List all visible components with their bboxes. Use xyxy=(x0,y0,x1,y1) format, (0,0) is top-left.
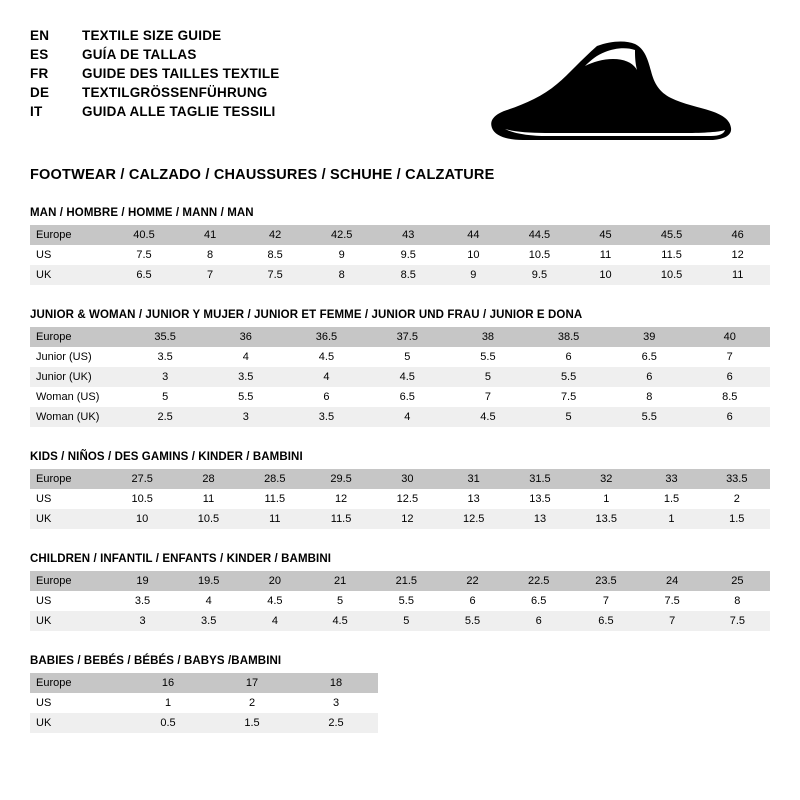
cell: 5.5 xyxy=(373,591,440,611)
cell: 6 xyxy=(689,367,770,387)
cell: 2 xyxy=(704,489,770,509)
cell: 38.5 xyxy=(528,327,609,347)
cell: 39 xyxy=(609,327,689,347)
category-title: FOOTWEAR / CALZADO / CHAUSSURES / SCHUHE / CALZATURE xyxy=(30,167,495,183)
cell: 6 xyxy=(505,611,572,631)
cell: 4.5 xyxy=(448,407,528,427)
cell: 44.5 xyxy=(506,225,574,245)
cell: 5.5 xyxy=(448,347,528,367)
cell: 5 xyxy=(367,347,448,367)
cell: 30 xyxy=(374,469,440,489)
cell: 45 xyxy=(573,225,638,245)
cell: 45.5 xyxy=(638,225,706,245)
cell: 46 xyxy=(705,225,770,245)
section-title: BABIES / BEBÉS / BÉBÉS / BABYS /BAMBINI xyxy=(30,655,282,667)
size-table-kids xyxy=(30,469,770,529)
row-label: Europe xyxy=(30,571,110,591)
cell: 8.5 xyxy=(242,245,308,265)
cell: 3 xyxy=(125,367,206,387)
cell: 35.5 xyxy=(125,327,206,347)
cell: 7 xyxy=(572,591,639,611)
cell: 10 xyxy=(441,245,506,265)
cell: 6 xyxy=(528,347,609,367)
cell: 2.5 xyxy=(125,407,206,427)
cell: 21.5 xyxy=(373,571,440,591)
cell: 10.5 xyxy=(175,509,241,529)
cell: 32 xyxy=(573,469,639,489)
cell: 22 xyxy=(440,571,505,591)
cell: 11 xyxy=(573,245,638,265)
section-title: CHILDREN / INFANTIL / ENFANTS / KINDER / BAMBINI xyxy=(30,553,332,565)
cell: 42 xyxy=(242,225,308,245)
table-row xyxy=(30,509,770,529)
cell: 4.5 xyxy=(367,367,448,387)
cell: 5 xyxy=(373,611,440,631)
language-code: EN xyxy=(30,28,50,43)
row-label: UK xyxy=(30,509,109,529)
cell: 7.5 xyxy=(640,591,705,611)
cell: 36 xyxy=(206,327,286,347)
cell: 10 xyxy=(573,265,638,285)
table-row xyxy=(30,367,770,387)
cell: 6.5 xyxy=(367,387,448,407)
row-label: Europe xyxy=(30,327,125,347)
cell: 9 xyxy=(308,245,376,265)
cell: 33.5 xyxy=(704,469,770,489)
language-row xyxy=(30,66,280,85)
table-row xyxy=(30,265,770,285)
table-row xyxy=(30,713,378,733)
cell: 5 xyxy=(528,407,609,427)
language-titles xyxy=(30,28,280,123)
cell: 4 xyxy=(206,347,286,367)
cell: 7 xyxy=(689,347,770,367)
cell: 28.5 xyxy=(242,469,308,489)
cell: 7 xyxy=(178,265,243,285)
cell: 4.5 xyxy=(286,347,367,367)
section-title: KIDS / NIÑOS / DES GAMINS / KINDER / BAMBINI xyxy=(30,451,303,463)
cell: 6 xyxy=(440,591,505,611)
section-man xyxy=(30,207,770,285)
cell: 6.5 xyxy=(572,611,639,631)
cell: 3.5 xyxy=(175,611,242,631)
cell: 10.5 xyxy=(109,489,175,509)
cell: 13.5 xyxy=(507,489,573,509)
cell: 2.5 xyxy=(294,713,378,733)
language-row xyxy=(30,47,280,66)
language-code: IT xyxy=(30,104,43,119)
table-row xyxy=(30,469,770,489)
cell: 6.5 xyxy=(505,591,572,611)
cell: 6.5 xyxy=(110,265,178,285)
cell: 8.5 xyxy=(689,387,770,407)
table-row xyxy=(30,347,770,367)
cell: 9.5 xyxy=(506,265,574,285)
row-label: UK xyxy=(30,713,126,733)
cell: 38 xyxy=(448,327,528,347)
language-code: DE xyxy=(30,85,50,100)
section-junior-woman xyxy=(30,309,770,427)
cell: 6.5 xyxy=(609,347,689,367)
cell: 23.5 xyxy=(572,571,639,591)
cell: 10.5 xyxy=(506,245,574,265)
cell: 8 xyxy=(705,591,770,611)
row-label: Junior (UK) xyxy=(30,367,125,387)
cell: 5 xyxy=(308,591,373,611)
cell: 7.5 xyxy=(110,245,178,265)
cell: 44 xyxy=(441,225,506,245)
cell: 31.5 xyxy=(507,469,573,489)
cell: 21 xyxy=(308,571,373,591)
cell: 4 xyxy=(175,591,242,611)
row-label: US xyxy=(30,591,110,611)
cell: 8 xyxy=(308,265,376,285)
cell: 9.5 xyxy=(376,245,442,265)
cell: 3.5 xyxy=(110,591,175,611)
section-children xyxy=(30,553,770,631)
size-table-junior-woman xyxy=(30,327,770,427)
cell: 3.5 xyxy=(206,367,286,387)
row-label: US xyxy=(30,489,109,509)
cell: 7.5 xyxy=(528,387,609,407)
cell: 25 xyxy=(705,571,770,591)
row-label: US xyxy=(30,693,126,713)
cell: 24 xyxy=(640,571,705,591)
row-label: Woman (US) xyxy=(30,387,125,407)
cell: 0.5 xyxy=(126,713,210,733)
cell: 20 xyxy=(242,571,307,591)
cell: 11 xyxy=(705,265,770,285)
language-code: FR xyxy=(30,66,49,81)
cell: 7.5 xyxy=(242,265,308,285)
cell: 1 xyxy=(639,509,703,529)
cell: 13 xyxy=(441,489,507,509)
section-title: MAN / HOMBRE / HOMME / MANN / MAN xyxy=(30,207,254,219)
row-label: UK xyxy=(30,611,110,631)
size-table-man xyxy=(30,225,770,285)
cell: 4 xyxy=(367,407,448,427)
cell: 43 xyxy=(376,225,442,245)
cell: 41 xyxy=(178,225,243,245)
language-title: GUIDA ALLE TAGLIE TESSILI xyxy=(82,104,276,119)
table-row xyxy=(30,571,770,591)
cell: 6 xyxy=(609,367,689,387)
cell: 9 xyxy=(441,265,506,285)
dress-shoe-icon xyxy=(485,38,735,153)
size-table-children xyxy=(30,571,770,631)
language-row xyxy=(30,85,280,104)
cell: 4.5 xyxy=(308,611,373,631)
cell: 40.5 xyxy=(110,225,178,245)
cell: 3 xyxy=(110,611,175,631)
cell: 19.5 xyxy=(175,571,242,591)
size-table-babies xyxy=(30,673,378,733)
cell: 11.5 xyxy=(638,245,706,265)
cell: 29.5 xyxy=(308,469,374,489)
cell: 3 xyxy=(206,407,286,427)
language-title: GUÍA DE TALLAS xyxy=(82,47,197,62)
cell: 4 xyxy=(286,367,367,387)
cell: 17 xyxy=(210,673,294,693)
cell: 28 xyxy=(175,469,241,489)
row-label: UK xyxy=(30,265,110,285)
cell: 11.5 xyxy=(242,489,308,509)
table-row xyxy=(30,327,770,347)
header xyxy=(30,28,770,153)
row-label: Europe xyxy=(30,225,110,245)
cell: 12 xyxy=(705,245,770,265)
cell: 8.5 xyxy=(376,265,442,285)
cell: 5 xyxy=(125,387,206,407)
row-label: US xyxy=(30,245,110,265)
table-row xyxy=(30,387,770,407)
cell: 12 xyxy=(374,509,440,529)
cell: 12 xyxy=(308,489,374,509)
language-title: TEXTILE SIZE GUIDE xyxy=(82,28,222,43)
cell: 2 xyxy=(210,693,294,713)
cell: 33 xyxy=(639,469,703,489)
cell: 5.5 xyxy=(609,407,689,427)
table-row xyxy=(30,693,378,713)
section-kids xyxy=(30,451,770,529)
cell: 5 xyxy=(448,367,528,387)
cell: 5.5 xyxy=(206,387,286,407)
cell: 12.5 xyxy=(441,509,507,529)
cell: 1.5 xyxy=(639,489,703,509)
table-row xyxy=(30,673,378,693)
row-label: Junior (US) xyxy=(30,347,125,367)
cell: 1 xyxy=(573,489,639,509)
cell: 10 xyxy=(109,509,175,529)
row-label: Europe xyxy=(30,469,109,489)
cell: 6 xyxy=(286,387,367,407)
cell: 7 xyxy=(640,611,705,631)
cell: 31 xyxy=(441,469,507,489)
cell: 1.5 xyxy=(704,509,770,529)
language-row xyxy=(30,104,280,123)
language-row xyxy=(30,28,280,47)
cell: 5.5 xyxy=(440,611,505,631)
cell: 13 xyxy=(507,509,573,529)
cell: 8 xyxy=(609,387,689,407)
cell: 10.5 xyxy=(638,265,706,285)
cell: 4.5 xyxy=(242,591,307,611)
cell: 8 xyxy=(178,245,243,265)
language-title: TEXTILGRÖSSENFÜHRUNG xyxy=(82,85,268,100)
row-label: Woman (UK) xyxy=(30,407,125,427)
table-row xyxy=(30,591,770,611)
cell: 19 xyxy=(110,571,175,591)
language-code: ES xyxy=(30,47,49,62)
table-row xyxy=(30,611,770,631)
table-row xyxy=(30,407,770,427)
cell: 42.5 xyxy=(308,225,376,245)
cell: 6 xyxy=(689,407,770,427)
cell: 11 xyxy=(175,489,241,509)
cell: 18 xyxy=(294,673,378,693)
language-title: GUIDE DES TAILLES TEXTILE xyxy=(82,66,280,81)
cell: 12.5 xyxy=(374,489,440,509)
cell: 1.5 xyxy=(210,713,294,733)
cell: 3.5 xyxy=(125,347,206,367)
cell: 27.5 xyxy=(109,469,175,489)
cell: 40 xyxy=(689,327,770,347)
table-row xyxy=(30,489,770,509)
table-row xyxy=(30,225,770,245)
section-title: JUNIOR & WOMAN / JUNIOR Y MUJER / JUNIOR ET FEMME / JUNIOR UND FRAU / JUNIOR E DONA xyxy=(30,309,583,321)
cell: 22.5 xyxy=(505,571,572,591)
cell: 16 xyxy=(126,673,210,693)
cell: 37.5 xyxy=(367,327,448,347)
cell: 13.5 xyxy=(573,509,639,529)
section-babies xyxy=(30,655,770,733)
cell: 5.5 xyxy=(528,367,609,387)
cell: 4 xyxy=(242,611,307,631)
cell: 11 xyxy=(242,509,308,529)
cell: 7.5 xyxy=(705,611,770,631)
cell: 3.5 xyxy=(286,407,367,427)
table-row xyxy=(30,245,770,265)
cell: 11.5 xyxy=(308,509,374,529)
cell: 1 xyxy=(126,693,210,713)
cell: 36.5 xyxy=(286,327,367,347)
cell: 3 xyxy=(294,693,378,713)
row-label: Europe xyxy=(30,673,126,693)
cell: 7 xyxy=(448,387,528,407)
